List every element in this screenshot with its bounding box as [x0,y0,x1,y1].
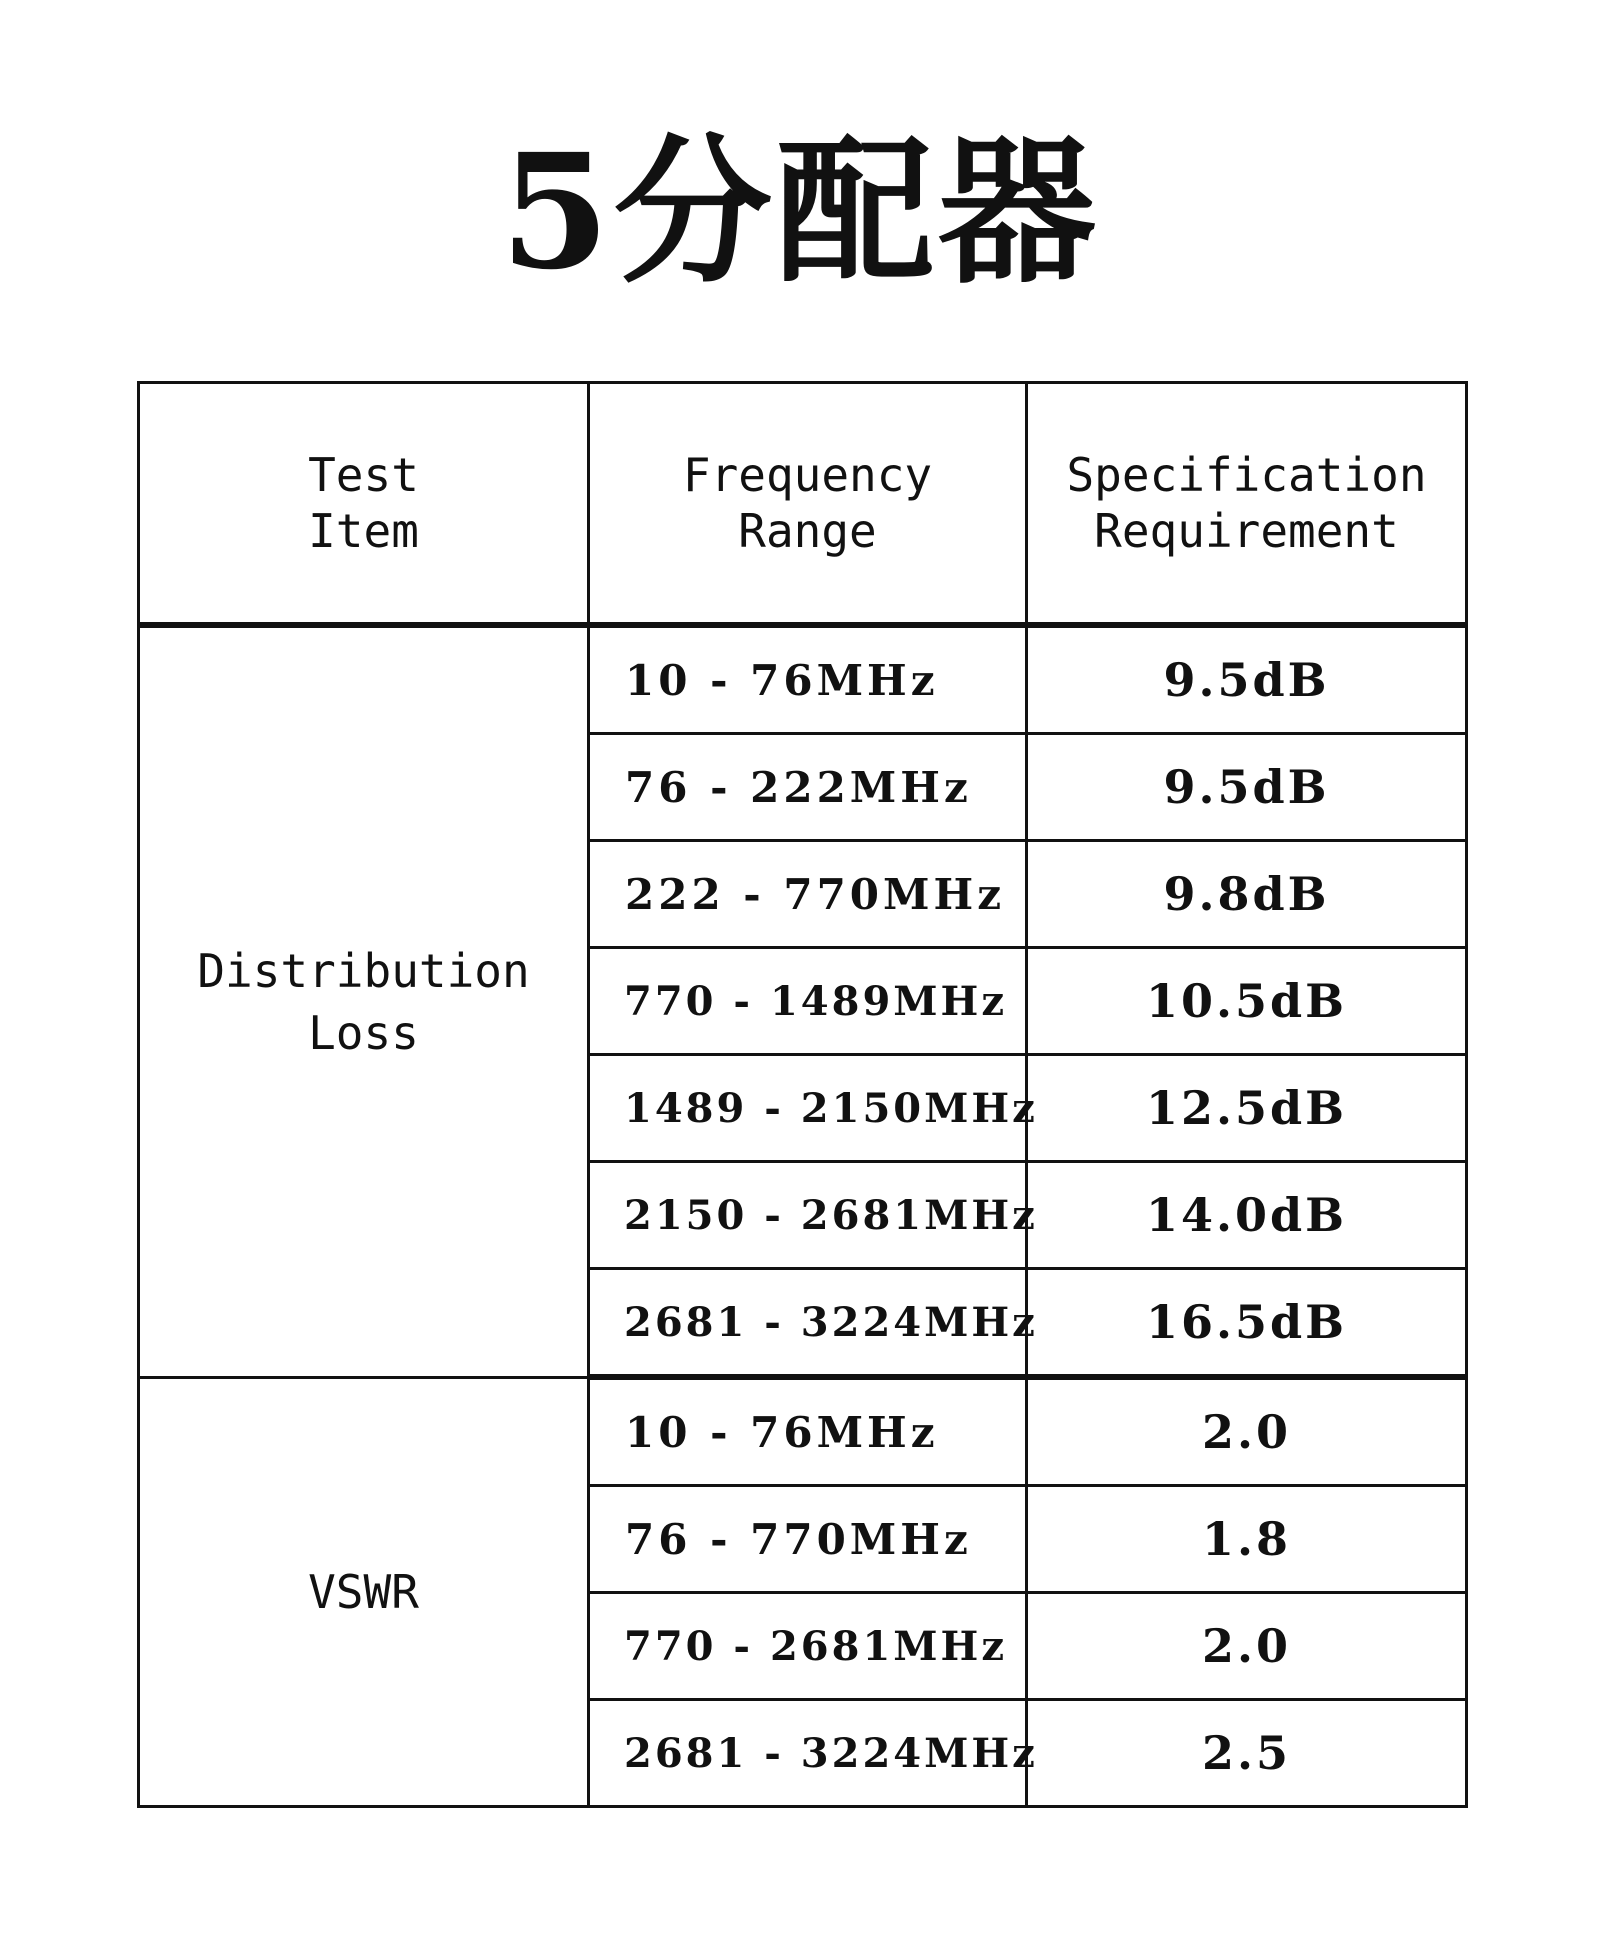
spec-value-cell: 14.0dB [1027,1162,1467,1269]
header-specification-requirement: Specification Requirement [1027,383,1467,626]
spec-value-cell: 2.0 [1027,1377,1467,1486]
frequency-range-cell: 222 - 770MHz [589,841,1027,948]
frequency-range-cell: 1489 - 2150MHz [589,1055,1027,1162]
spec-value-cell: 10.5dB [1027,948,1467,1055]
spec-value-cell: 1.8 [1027,1486,1467,1593]
group-label-distribution-loss: Distribution Loss [139,625,589,1377]
table-row [139,625,1467,734]
frequency-range-cell: 76 - 770MHz [589,1486,1027,1593]
spec-value-cell: 16.5dB [1027,1269,1467,1378]
frequency-range-cell: 2681 - 3224MHz [589,1700,1027,1807]
frequency-range-cell: 770 - 1489MHz [589,948,1027,1055]
spec-value-cell: 2.0 [1027,1593,1467,1700]
frequency-range-cell: 10 - 76MHz [589,625,1027,734]
spec-value-cell: 9.8dB [1027,841,1467,948]
frequency-range-cell: 76 - 222MHz [589,734,1027,841]
spec-value-cell: 2.5 [1027,1700,1467,1807]
spec-value-cell: 12.5dB [1027,1055,1467,1162]
frequency-range-cell: 2150 - 2681MHz [589,1162,1027,1269]
table-header-row [139,383,1467,626]
frequency-range-cell: 10 - 76MHz [589,1377,1027,1486]
table-row [139,1377,1467,1486]
specification-table [137,381,1468,1808]
group-label-vswr: VSWR [139,1377,589,1807]
page-title: 5分配器 [500,120,1100,305]
spec-value-cell: 9.5dB [1027,734,1467,841]
header-test-item: Test Item [139,383,589,626]
spec-value-cell: 9.5dB [1027,625,1467,734]
frequency-range-cell: 2681 - 3224MHz [589,1269,1027,1378]
frequency-range-cell: 770 - 2681MHz [589,1593,1027,1700]
header-frequency-range: Frequency Range [589,383,1027,626]
